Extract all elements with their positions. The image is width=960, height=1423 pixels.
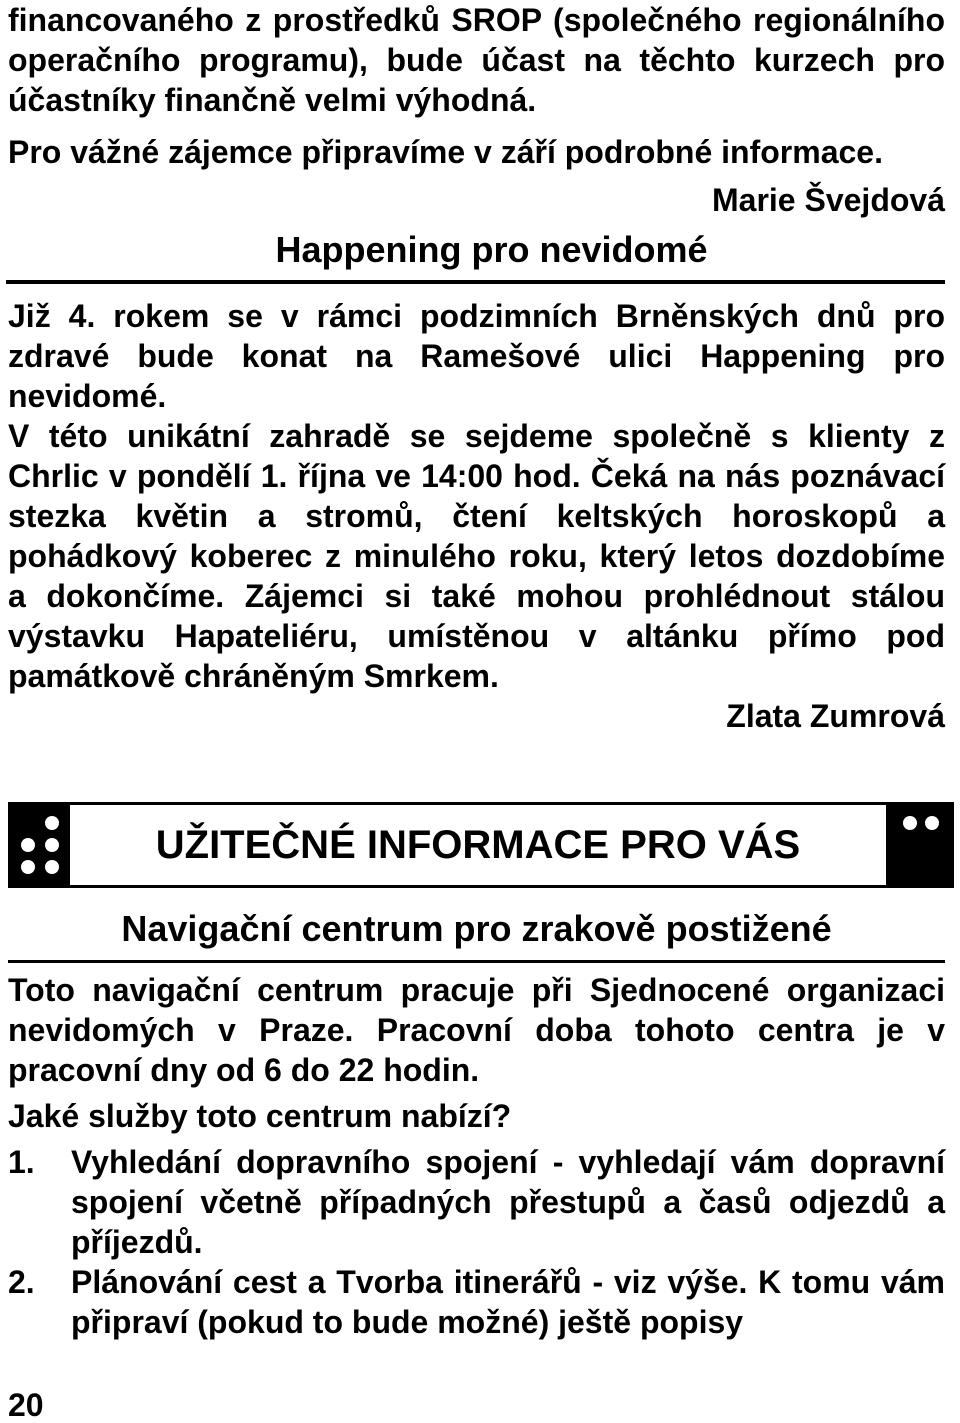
list-item: [8, 1262, 945, 1342]
article-paragraph-1: Již 4. rokem se v rámci podzimních Brněnských dnů pro zdravé bude konat na Ramešové ulici Happening pro nevidomé.: [8, 298, 945, 414]
section-intro: Toto navigační centrum pracuje při Sjednocené organizaci nevidomých v Praze. Pracovní doba tohoto centra je v pracovní dny od 6 do 22 hodin.: [8, 972, 945, 1088]
section-body: [8, 970, 945, 1342]
list-item-text: Plánování cest a Tvorba itinerářů - viz výše. K tomu vám připraví (pokud to bude možné) ještě popisy: [71, 1264, 945, 1340]
article-info-text: Pro vážné zájemce připravíme v září podrobné informace.: [8, 134, 883, 170]
article-author: Marie Švejdová: [712, 182, 945, 218]
list-item-number: 1.: [8, 1144, 35, 1180]
section-question: Jaké služby toto centrum nabízí?: [8, 1098, 512, 1134]
list-item: [8, 1142, 945, 1262]
banner-title: UŽITEČNÉ INFORMACE PRO VÁS: [155, 823, 801, 867]
article-title: Happening pro nevidomé: [275, 229, 708, 270]
section-divider: [8, 960, 945, 963]
list-item-text: Vyhledání dopravního spojení - vyhledají vám dopravní spojení včetně případných přestupů a časů odjezdů a příjezdů.: [71, 1144, 945, 1260]
list-item-number: 2.: [8, 1264, 35, 1300]
divider: [6, 280, 945, 284]
section-title: Navigační centrum pro zrakově postižené: [121, 908, 832, 949]
braille-pattern-right-icon: [886, 802, 954, 888]
braille-pattern-left-icon: [8, 802, 70, 888]
article-author-2: Zlata Zumrová: [726, 698, 945, 734]
page-number: 20: [8, 1387, 44, 1423]
page-body: [8, 0, 945, 736]
article-paragraph-2: V této unikátní zahradě se sejdeme společně s klienty z Chrlic v pondělí 1. října ve 14:00 hod. Čeká na nás poznávací stezka květin a stromů, čtení keltských horoskopů a pohádkový koberec z minulého roku, který letos dozdobíme a dokončíme. Zájemci si také mohou prohlédnout stálou výstavku Hapateliéru, umístěnou v altánku přímo pod památkově chráněným Smrkem.: [8, 418, 945, 694]
services-list: [8, 1142, 945, 1342]
info-banner: [8, 802, 954, 888]
article-continued-text: financovaného z prostředků SROP (společného regionálního operačního programu), bude účast na těchto kurzech pro účastníky finančně velmi výhodná.: [8, 2, 945, 118]
